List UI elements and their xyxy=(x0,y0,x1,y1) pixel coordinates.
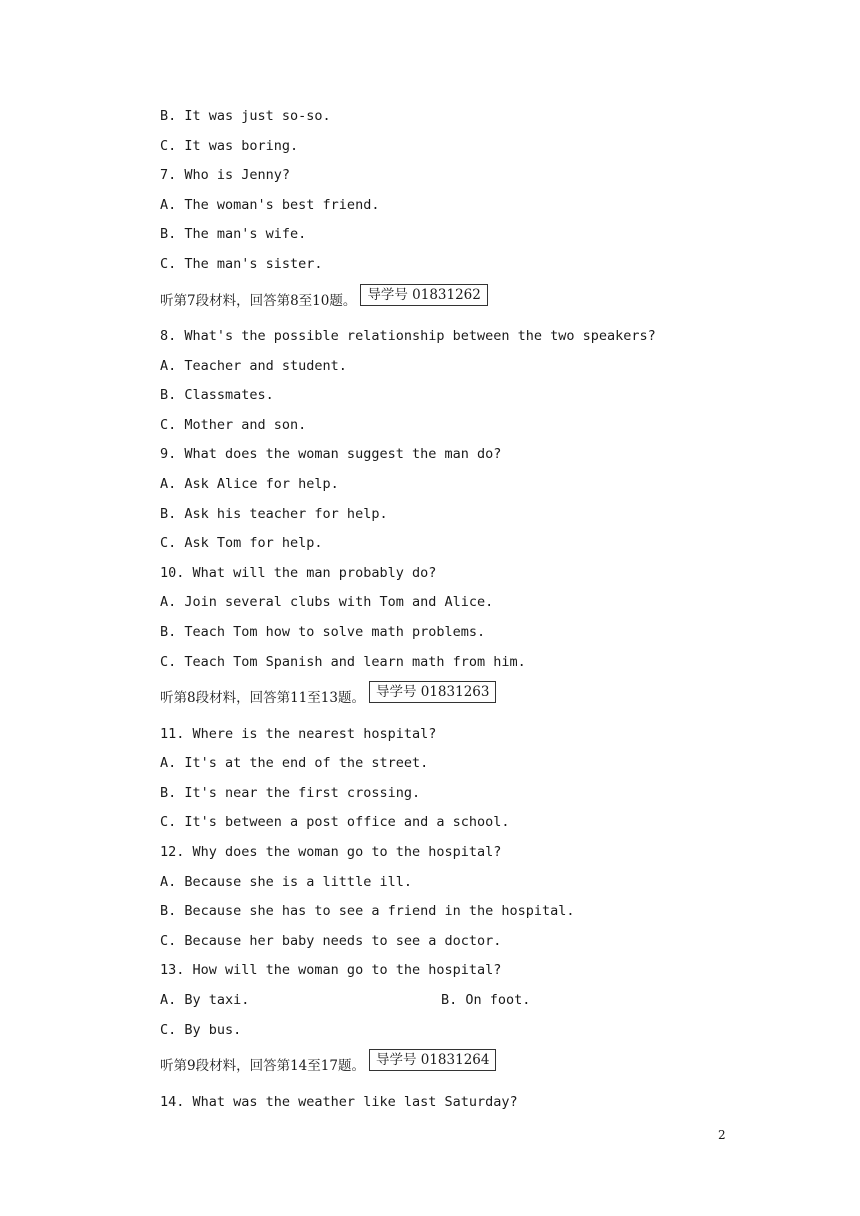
option-line: C. It's between a post office and a school. xyxy=(160,814,510,831)
option-line: C. The man's sister. xyxy=(160,255,323,272)
option-line: B. The man's wife. xyxy=(160,226,307,243)
option-b: B. On foot. xyxy=(441,992,531,1009)
option-line: A. It's at the end of the street. xyxy=(160,755,429,772)
section-heading xyxy=(160,677,760,720)
option-line: B. Teach Tom how to solve math problems. xyxy=(160,624,486,640)
question-line: 9. What does the woman suggest the man do? xyxy=(160,446,502,463)
option-line: A. Because she is a little ill. xyxy=(160,873,412,890)
section-instruction: 听第8段材料，回答第11至13题。 xyxy=(160,690,365,707)
guide-number-box: 导学号 01831263 xyxy=(369,681,497,703)
option-line: C. Mother and son. xyxy=(160,416,307,433)
section-instruction: 听第9段材料，回答第14至17题。 xyxy=(160,1058,365,1075)
option-line: C. Ask Tom for help. xyxy=(160,535,323,552)
guide-number-box: 导学号 01831262 xyxy=(360,284,488,306)
option-line: B. Because she has to see a friend in the hospital. xyxy=(160,903,575,920)
question-line: 11. Where is the nearest hospital? xyxy=(160,725,437,742)
section-heading xyxy=(160,1045,760,1088)
question-line: 7. Who is Jenny? xyxy=(160,167,291,184)
option-line: A. The woman's best friend. xyxy=(160,196,380,213)
question-line: 13. How will the woman go to the hospital? xyxy=(160,962,502,979)
option-line: B. It's near the first crossing. xyxy=(160,784,421,801)
section-instruction: 听第7段材料，回答第8至10题。 xyxy=(160,292,357,309)
option-line xyxy=(160,986,760,1016)
option-a: A. By taxi. xyxy=(160,992,250,1009)
page-content xyxy=(160,102,760,1117)
option-line: B. Ask his teacher for help. xyxy=(160,505,388,522)
option-line: C. Teach Tom Spanish and learn math from him. xyxy=(160,653,526,670)
question-line: 12. Why does the woman go to the hospital? xyxy=(160,844,502,861)
guide-number-box: 导学号 01831264 xyxy=(369,1049,497,1071)
option-line: C. Because her baby needs to see a doctor. xyxy=(160,932,502,949)
option-line: C. By bus. xyxy=(160,1021,242,1038)
section-heading xyxy=(160,280,760,323)
question-line: 10. What will the man probably do? xyxy=(160,564,437,581)
question-line: 8. What's the possible relationship between the two speakers? xyxy=(160,328,656,345)
option-line: A. Ask Alice for help. xyxy=(160,476,339,493)
option-line: A. Join several clubs with Tom and Alice. xyxy=(160,594,494,611)
question-line: 14. What was the weather like last Saturday? xyxy=(160,1093,518,1110)
option-line: C. It was boring. xyxy=(160,137,299,154)
option-line: B. Classmates. xyxy=(160,387,274,404)
option-line: A. Teacher and student. xyxy=(160,357,347,374)
option-line: B. It was just so-so. xyxy=(160,108,331,124)
page-number: 2 xyxy=(718,1128,726,1142)
